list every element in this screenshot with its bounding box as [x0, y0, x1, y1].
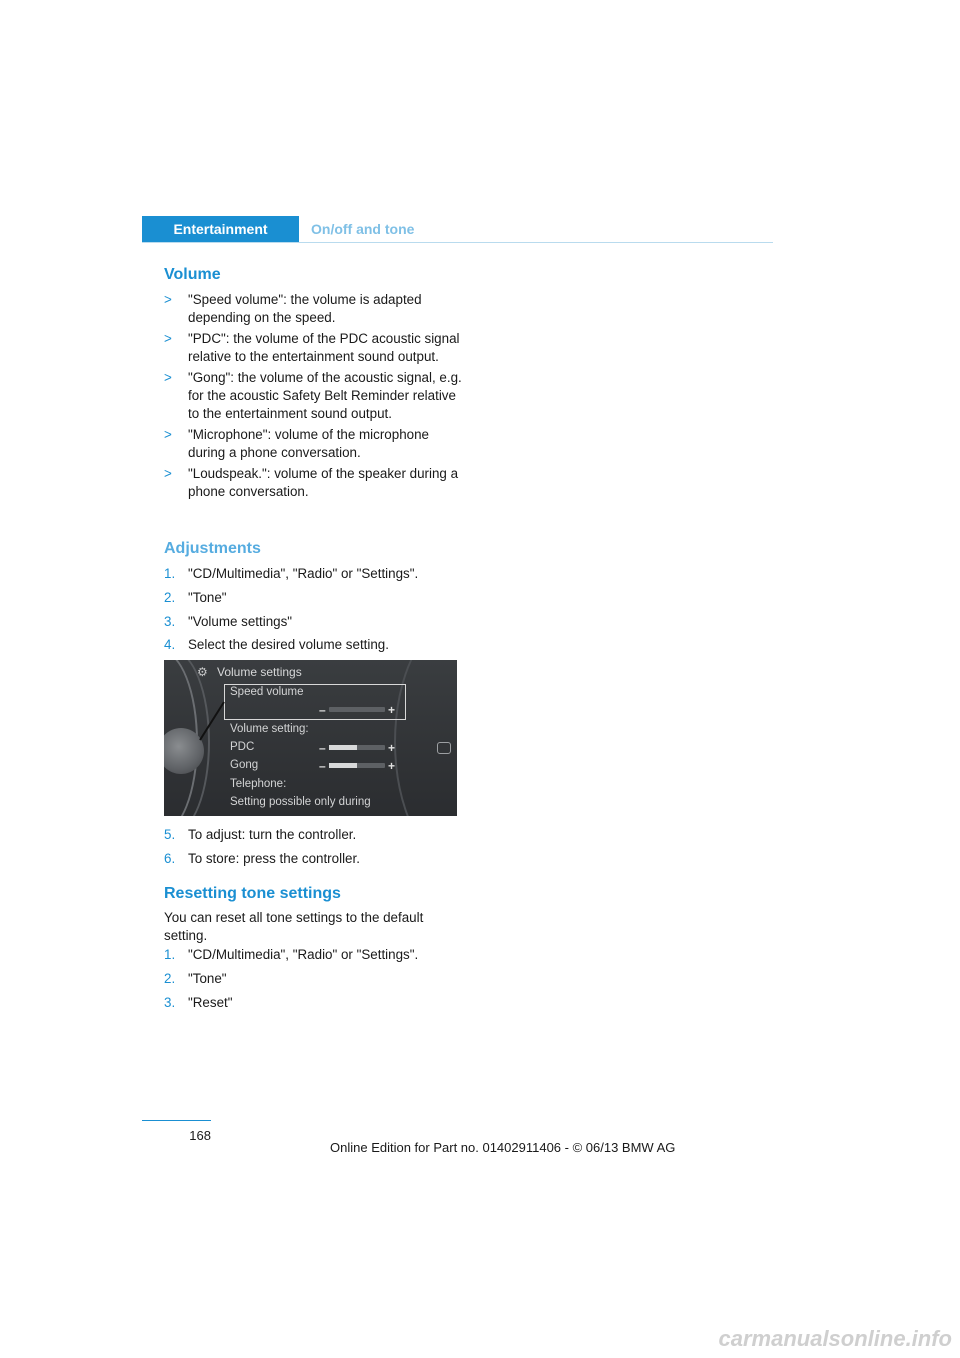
- reset-steps: [164, 946, 464, 1017]
- bullet-arrow-icon: >: [164, 331, 172, 347]
- step-item: 5. To adjust: turn the controller.: [164, 827, 357, 842]
- pdc-label: PDC: [230, 741, 255, 753]
- step-item: 6. To store: press the controller.: [164, 850, 360, 866]
- minus-icon: –: [319, 759, 326, 773]
- minus-icon: –: [319, 703, 326, 717]
- minus-icon: –: [319, 741, 326, 755]
- subsection-tab: On/off and tone: [311, 221, 415, 237]
- plus-icon: +: [388, 703, 396, 717]
- volume-list: [164, 291, 464, 505]
- step-item: 4. Select the desired volume setting.: [164, 637, 389, 653]
- screen-footer-label: Setting possible only during: [230, 796, 371, 808]
- step-item: 2. "Tone": [164, 589, 227, 605]
- volume-settings-screenshot: [164, 660, 457, 816]
- list-item: > "Loudspeak.": volume of the speaker during a phone conversation.: [164, 466, 459, 499]
- plus-icon: +: [388, 741, 396, 755]
- reset-heading: Resetting tone settings: [164, 885, 341, 902]
- plus-icon: +: [388, 759, 396, 773]
- volume-heading: Volume: [164, 266, 221, 283]
- adjustments-heading: Adjustments: [164, 540, 261, 557]
- telephone-label: Telephone:: [230, 778, 287, 790]
- settings-gear-icon: ⚙: [197, 665, 208, 679]
- bullet-arrow-icon: >: [164, 466, 172, 482]
- bullet-arrow-icon: >: [164, 427, 172, 443]
- bullet-arrow-icon: >: [164, 292, 172, 307]
- step-item: 1. "CD/Multimedia", "Radio" or "Settings".: [164, 947, 419, 962]
- step-item: 3. "Reset": [164, 994, 233, 1010]
- adjustments-steps: [164, 565, 464, 660]
- page-number: 168: [189, 1128, 211, 1143]
- screen-title-label: Volume settings: [217, 665, 302, 679]
- list-item: > "PDC": the volume of the PDC acoustic signal relative to the entertainment sound output.: [164, 331, 460, 364]
- step-item: 3. "Volume settings": [164, 613, 293, 629]
- watermark: carmanualsonline.info: [718, 1326, 952, 1351]
- step-item: 1. "CD/Multimedia", "Radio" or "Settings".: [164, 566, 419, 581]
- list-item: > "Speed volume": the volume is adapted depending on the speed.: [164, 292, 422, 325]
- bullet-arrow-icon: >: [164, 370, 172, 386]
- speed-volume-label: Speed volume: [230, 686, 304, 698]
- section-tab: Entertainment: [142, 216, 299, 242]
- footer-rule: [142, 1120, 211, 1121]
- page-header: [142, 216, 773, 243]
- reset-intro: You can reset all tone settings to the default setting.: [164, 910, 424, 943]
- list-item: > "Microphone": volume of the microphone during a phone conversation.: [164, 427, 429, 460]
- adjustments-steps-continued: [164, 826, 464, 874]
- gong-label: Gong: [230, 759, 259, 771]
- edition-note: Online Edition for Part no. 01402911406 - © 06/13 BMW AG: [330, 1140, 676, 1155]
- callout-line: [164, 660, 457, 816]
- volume-setting-label: Volume setting:: [230, 723, 309, 735]
- list-item: > "Gong": the volume of the acoustic signal, e.g. for the acoustic Safety Belt Reminder relative to the entertainment sound output.: [164, 370, 462, 421]
- step-item: 2. "Tone": [164, 970, 227, 986]
